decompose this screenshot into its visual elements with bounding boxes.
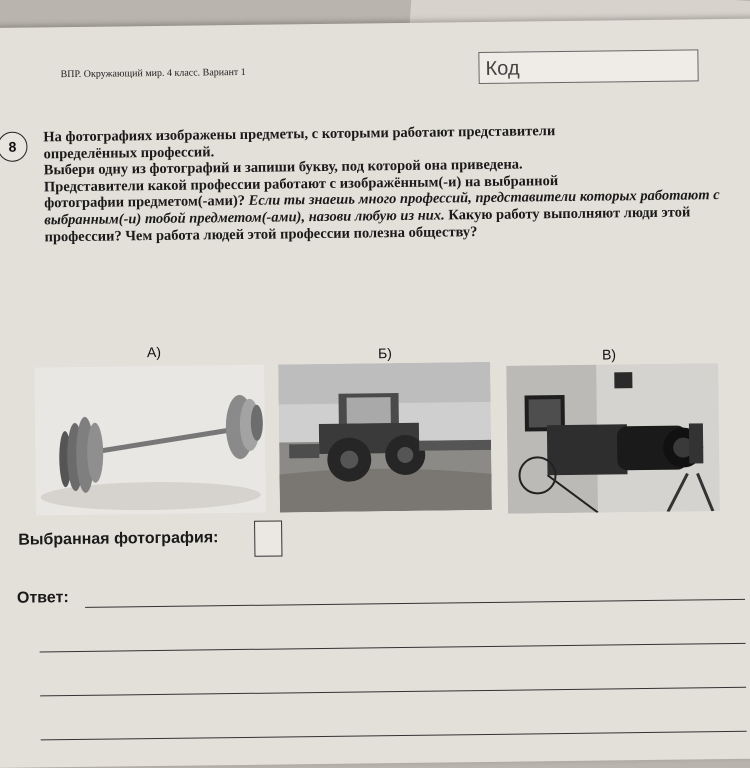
question-line: На фотографиях изображены предметы, с которыми работают представители <box>43 123 556 146</box>
photo-label-b: Б) <box>377 345 392 362</box>
question-number: 8 <box>0 132 28 162</box>
question-italic: Если ты знаешь много профессий, представители которых работают с выбранным(-и) тобой предметом(-ами), назови любую из них. <box>44 187 720 229</box>
question-text <box>43 121 724 245</box>
page-header: ВПР. Окружающий мир. 4 класс. Вариант 1 <box>60 66 246 81</box>
chosen-photo-label: Выбранная фотография: <box>18 529 219 549</box>
answer-label: Ответ: <box>16 589 69 607</box>
tractor-photo <box>278 362 492 513</box>
question-line: определённых профессий. <box>43 143 215 162</box>
answer-line-3[interactable] <box>40 687 746 697</box>
movie-camera-photo <box>506 363 720 514</box>
answer-line-1[interactable] <box>85 599 745 608</box>
photo-label-v: В) <box>601 346 617 363</box>
question-line: Выбери одну из фотографий и запиши букву, под которой она приведена. <box>43 156 523 179</box>
barbell-photo <box>34 365 266 516</box>
question-closing: Какую работу выполняют люди этой профессии? Чем работа людей этой профессии полезна обществу? <box>44 204 691 245</box>
worksheet-page <box>0 19 750 768</box>
tractor-image <box>278 362 492 513</box>
answer-line-2[interactable] <box>40 643 746 653</box>
question-line: Представители какой профессии работают с изображённым(-и) на выбранной <box>43 172 559 196</box>
movie-camera-image <box>506 363 720 514</box>
answer-line-4[interactable] <box>41 731 747 741</box>
barbell-image <box>34 365 266 516</box>
chosen-photo-box[interactable] <box>254 520 282 556</box>
photo-label-a: А) <box>146 343 162 361</box>
code-field[interactable]: Код <box>478 49 698 84</box>
question-line: фотографии предметом(-ами)? Если ты знаешь много профессий, представители которых работают с выбранным(-и) тобой предметом(-ами), назови любую из них. Какую работу выполняют люди этой профессии? Чем работа людей этой профессии полезна обществу? <box>44 187 720 245</box>
